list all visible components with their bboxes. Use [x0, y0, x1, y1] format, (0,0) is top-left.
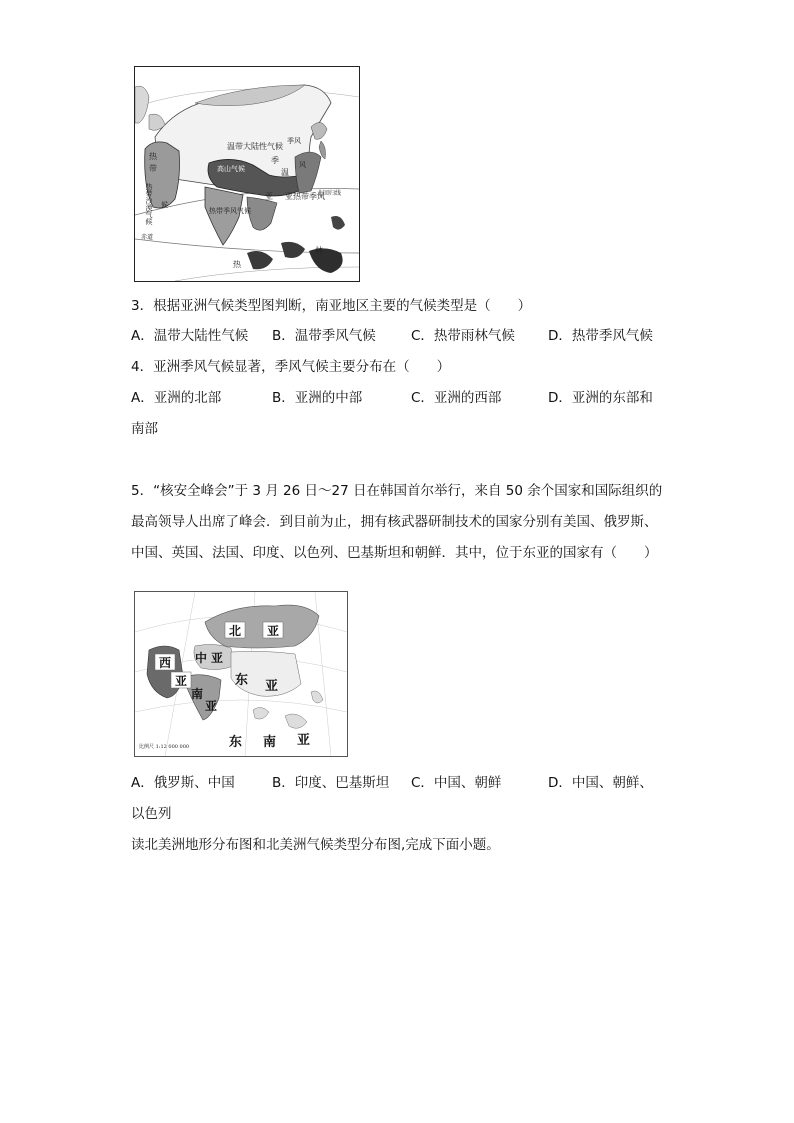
label-temperate-continental: 温带大陆性气候 [227, 142, 283, 151]
q4-option-d-continuation: 南部 [131, 421, 158, 437]
label-nan: 南 [191, 687, 204, 701]
q4-option-d[interactable]: D．亚洲的东部和 [548, 390, 653, 406]
q5-stem-line-1: 5．“核安全峰会”于 3 月 26 日～27 日在韩国首尔举行，来自 50 余个国家和国际组织的 [131, 483, 663, 499]
q3-option-d[interactable]: D．热带季风气候 [548, 328, 653, 344]
q3-stem: 3．根据亚洲气候类型图判断，南亚地区主要的气候类型是（ ） [131, 298, 532, 314]
label-dong-se: 东 [229, 735, 243, 750]
q5-option-d[interactable]: D．中国、朝鲜、 [548, 775, 653, 791]
label-ya-central: 亚 [211, 651, 224, 665]
label-ya-west: 亚 [175, 674, 188, 688]
q3-option-b[interactable]: B．温带季风气候 [272, 328, 376, 344]
label-xi: 西 [159, 656, 172, 670]
q3-option-c[interactable]: C．热带雨林气候 [411, 328, 515, 344]
q5-option-c[interactable]: C．中国、朝鲜 [411, 775, 502, 791]
label-feng: 风 [299, 161, 306, 169]
asia-regions-map-graphic [135, 592, 347, 756]
label-hou: 候 [161, 201, 168, 209]
label-lin: 林 [315, 246, 323, 255]
q5-option-b[interactable]: B．印度、巴基斯坦 [272, 775, 390, 791]
asia-climate-map-graphic [135, 67, 359, 281]
q4-option-c[interactable]: C．亚洲的西部 [411, 390, 502, 406]
label-ya-north: 亚 [267, 624, 280, 638]
map-scale-note: 比例尺 1:12 000 000 [139, 744, 190, 750]
label-subtropical-monsoon: 亚热带季风 [285, 192, 325, 201]
label-nan-se: 南 [263, 735, 277, 750]
label-zhong: 中 [195, 651, 208, 665]
label-chidao: 赤道 [141, 234, 154, 241]
label-dai-1: 带 [149, 164, 157, 173]
label-re-1: 热 [149, 152, 157, 161]
label-ya: 亚 [265, 192, 273, 201]
label-highland: 高山气候 [217, 165, 245, 173]
label-beihuiguixian: 北回归线 [317, 190, 342, 197]
q3-option-a[interactable]: A．温带大陆性气候 [131, 328, 249, 344]
label-monsoon-right: 季风 [287, 137, 301, 145]
label-wen: 温 [281, 168, 289, 177]
label-ya-south: 亚 [205, 699, 218, 713]
label-ji: 季 [271, 156, 279, 165]
label-dong: 东 [235, 673, 249, 688]
q5-stem-line-2: 最高领导人出席了峰会．到目前为止，拥有核武器研制技术的国家分别有美国、俄罗斯、 [131, 514, 658, 530]
label-tropical-monsoon: 热带季风气候 [209, 207, 251, 215]
q4-stem: 4．亚洲季风气候显著，季风气候主要分布在（ ） [131, 359, 451, 375]
label-tropical-desert: 热带沙漠气候 [145, 183, 153, 225]
q4-option-a[interactable]: A．亚洲的北部 [131, 390, 222, 406]
q5-option-a[interactable]: A．俄罗斯、中国 [131, 775, 235, 791]
north-america-intro: 读北美洲地形分布图和北美洲气候类型分布图,完成下面小题。 [131, 837, 500, 853]
q5-stem-line-3: 中国、英国、法国、印度、以色列、巴基斯坦和朝鲜．其中，位于东亚的国家有（ ） [131, 545, 658, 561]
label-ya-se: 亚 [297, 733, 311, 748]
q4-option-b[interactable]: B．亚洲的中部 [272, 390, 363, 406]
label-bei: 北 [229, 624, 242, 638]
q5-option-d-continuation: 以色列 [131, 806, 172, 822]
asia-climate-map [134, 66, 360, 282]
label-ya-east: 亚 [265, 679, 279, 694]
label-re-2: 热 [233, 260, 241, 269]
asia-regions-map [134, 591, 348, 757]
